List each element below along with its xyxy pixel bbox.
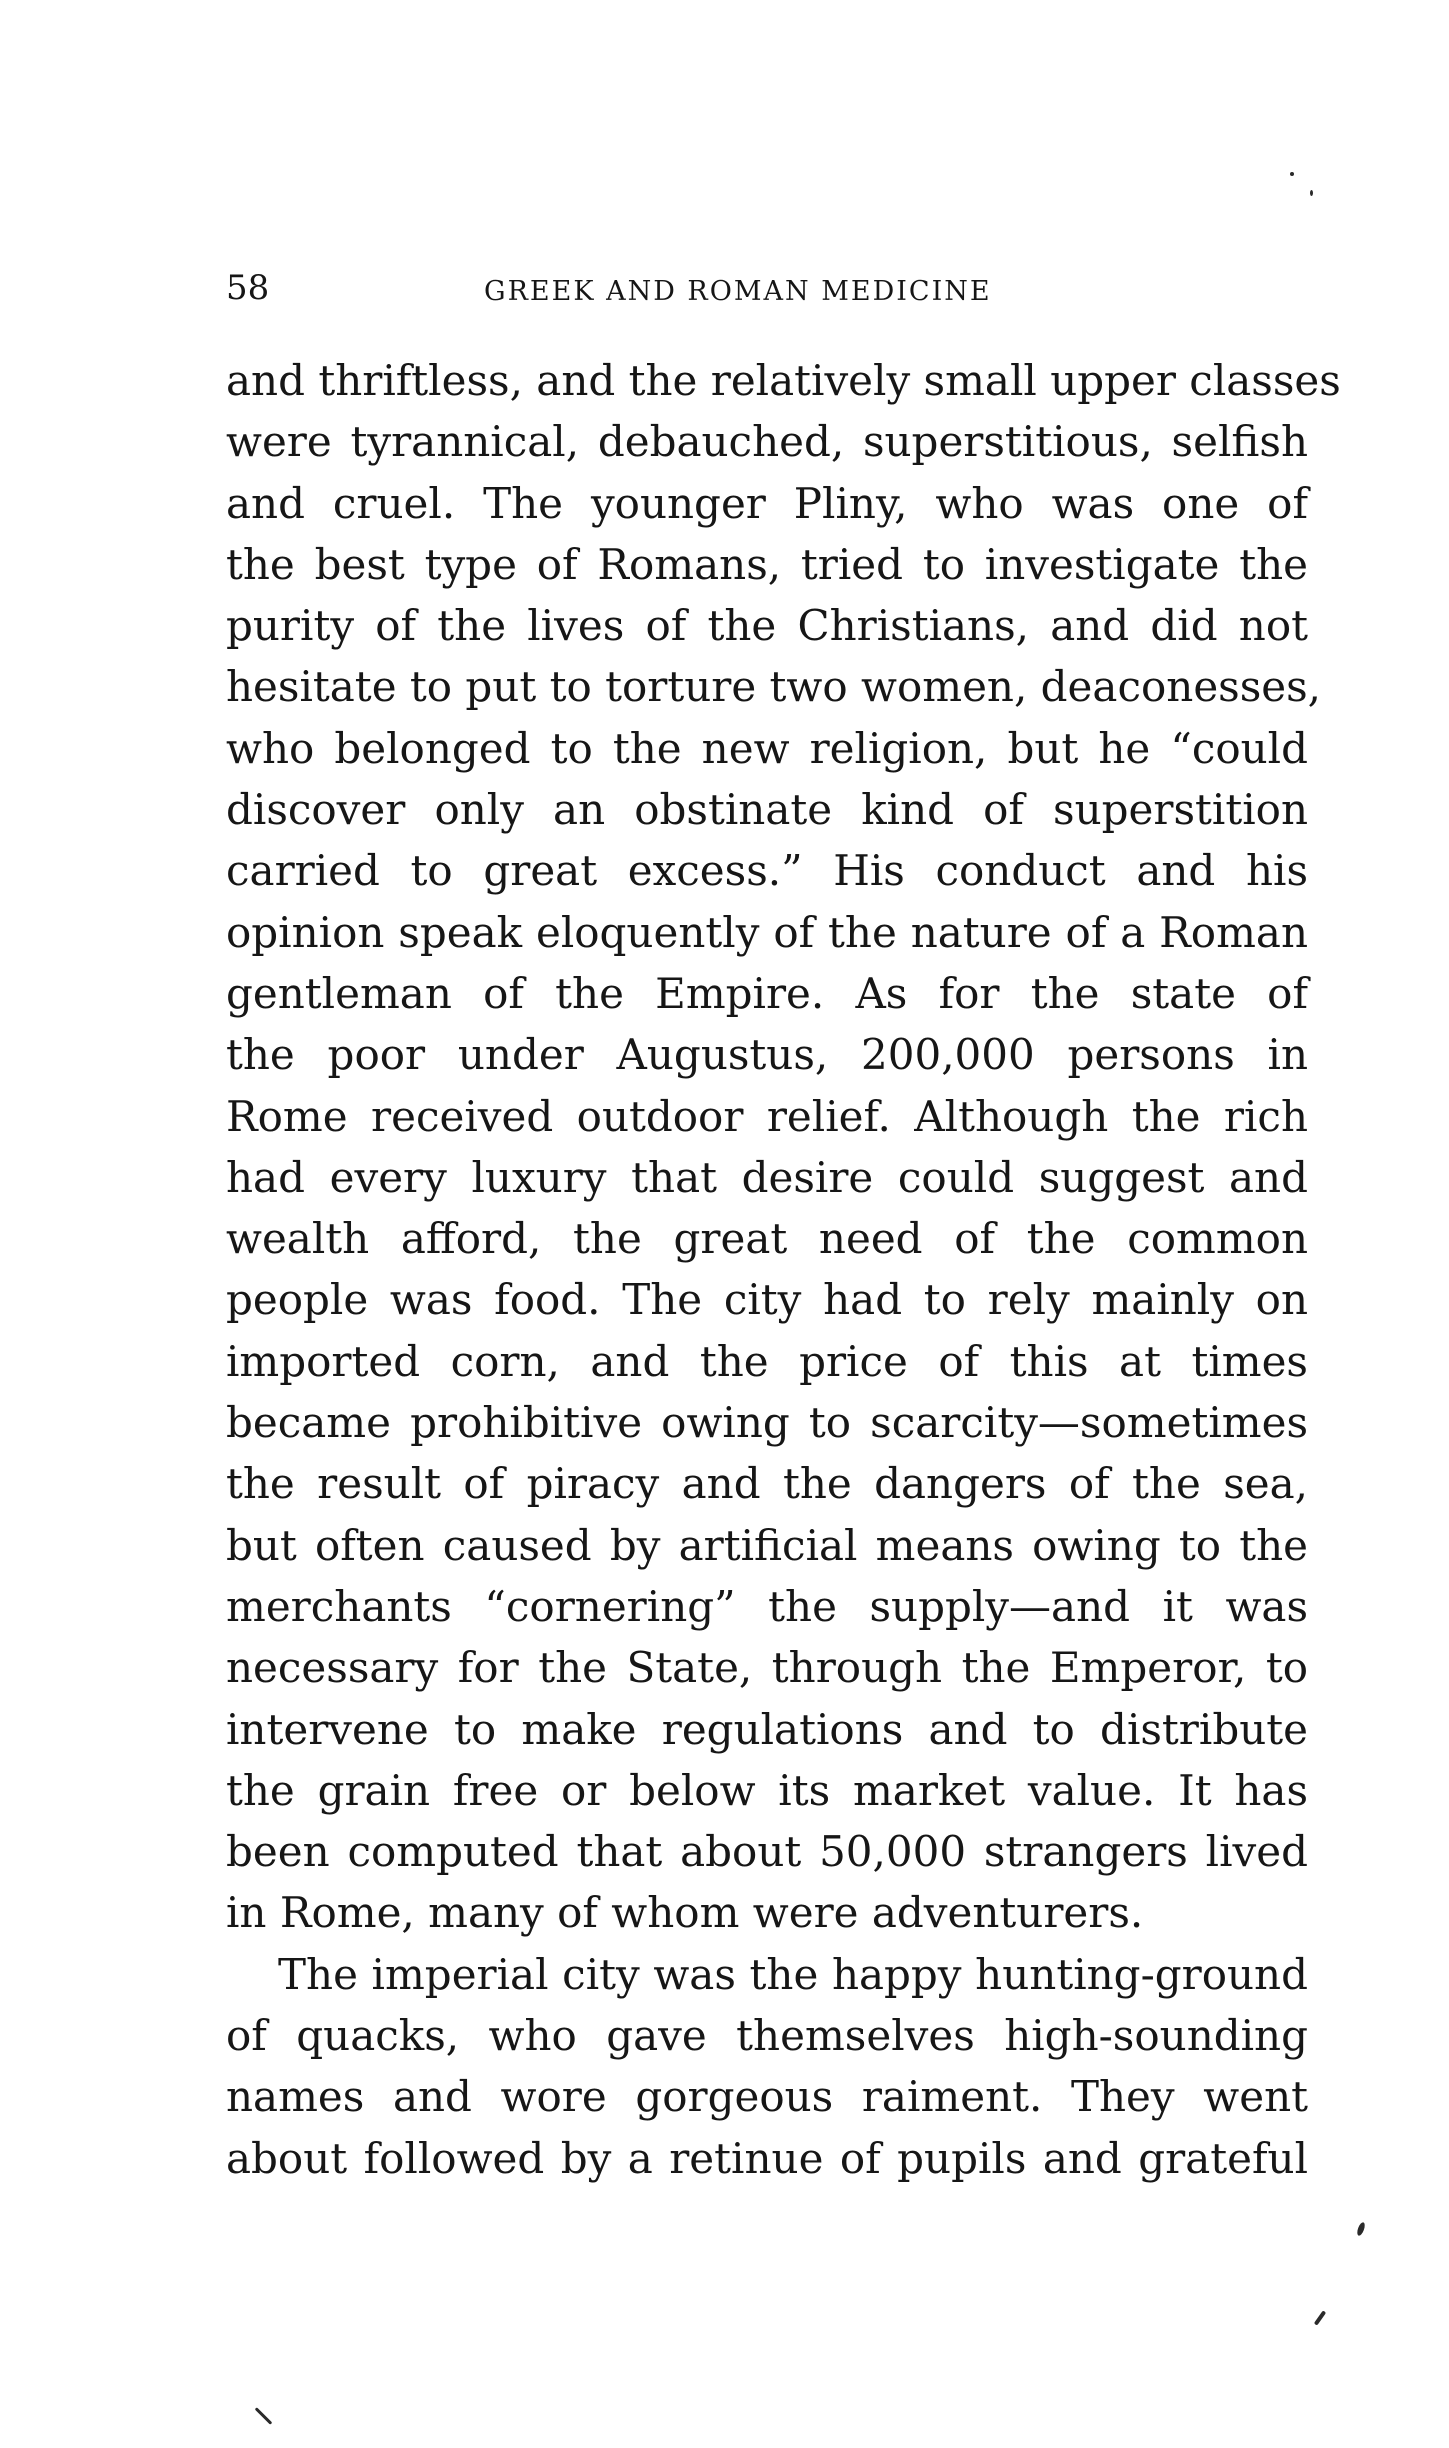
- text-line: carried to great excess.” His conduct and his: [226, 846, 1308, 896]
- text-line: hesitate to put to torture two women, deaconesses,: [226, 662, 1322, 712]
- paragraph-2: [226, 1944, 1308, 2189]
- text-line: names and wore gorgeous raiment. They went: [226, 2072, 1308, 2122]
- text-line: the poor under Augustus, 200,000 persons in: [226, 1030, 1308, 1080]
- text-line: had every luxury that desire could suggest and: [226, 1152, 1308, 1202]
- text-line: necessary for the State, through the Emperor, to: [226, 1643, 1308, 1693]
- text-line: The imperial city was the happy hunting-ground: [278, 1949, 1308, 1999]
- scan-speck: [1310, 190, 1313, 196]
- text-line: the best type of Romans, tried to investigate the: [226, 539, 1308, 589]
- text-line: been computed that about 50,000 strangers lived: [226, 1827, 1308, 1877]
- text-line: the grain free or below its market value. It has: [226, 1765, 1308, 1815]
- text-line: were tyrannical, debauched, superstitious, selfish: [226, 417, 1308, 467]
- text-line: of quacks, who gave themselves high-sounding: [226, 2011, 1308, 2061]
- text-line: but often caused by artificial means owing to the: [226, 1520, 1308, 1570]
- text-line: intervene to make regulations and to distribute: [226, 1704, 1308, 1754]
- scan-speck: [1314, 2310, 1326, 2325]
- text-line: purity of the lives of the Christians, and did not: [226, 601, 1308, 651]
- text-line: in Rome, many of whom were adventurers.: [226, 1888, 1144, 1938]
- text-line: the result of piracy and the dangers of the sea,: [226, 1459, 1308, 1509]
- text-line: and thriftless, and the relatively small upper classes: [226, 356, 1341, 405]
- text-line: became prohibitive owing to scarcity—sometimes: [226, 1398, 1308, 1448]
- text-line: Rome received outdoor relief. Although the rich: [226, 1091, 1308, 1141]
- text-line: discover only an obstinate kind of superstition: [226, 785, 1308, 835]
- text-line: imported corn, and the price of this at times: [226, 1336, 1308, 1386]
- text-line: and cruel. The younger Pliny, who was one of: [226, 478, 1308, 528]
- page-header: [226, 258, 1226, 318]
- scan-speck: [1290, 172, 1294, 176]
- paragraph-1: [226, 350, 1341, 1944]
- scan-speck: [1356, 2221, 1366, 2236]
- text-line: people was food. The city had to rely mainly on: [226, 1275, 1308, 1325]
- body-text: [226, 350, 1341, 2189]
- text-line: wealth afford, the great need of the common: [226, 1214, 1308, 1264]
- page-number: 58: [226, 268, 270, 308]
- text-line: gentleman of the Empire. As for the state of: [226, 968, 1308, 1018]
- scan-speck: [255, 2407, 273, 2425]
- text-line: merchants “cornering” the supply—and it was: [226, 1581, 1308, 1631]
- running-title: GREEK AND ROMAN MEDICINE: [484, 276, 992, 307]
- text-line: who belonged to the new religion, but he “could: [226, 723, 1308, 773]
- text-line: about followed by a retinue of pupils and grateful: [226, 2133, 1308, 2183]
- text-line: opinion speak eloquently of the nature of a Roman: [226, 907, 1308, 957]
